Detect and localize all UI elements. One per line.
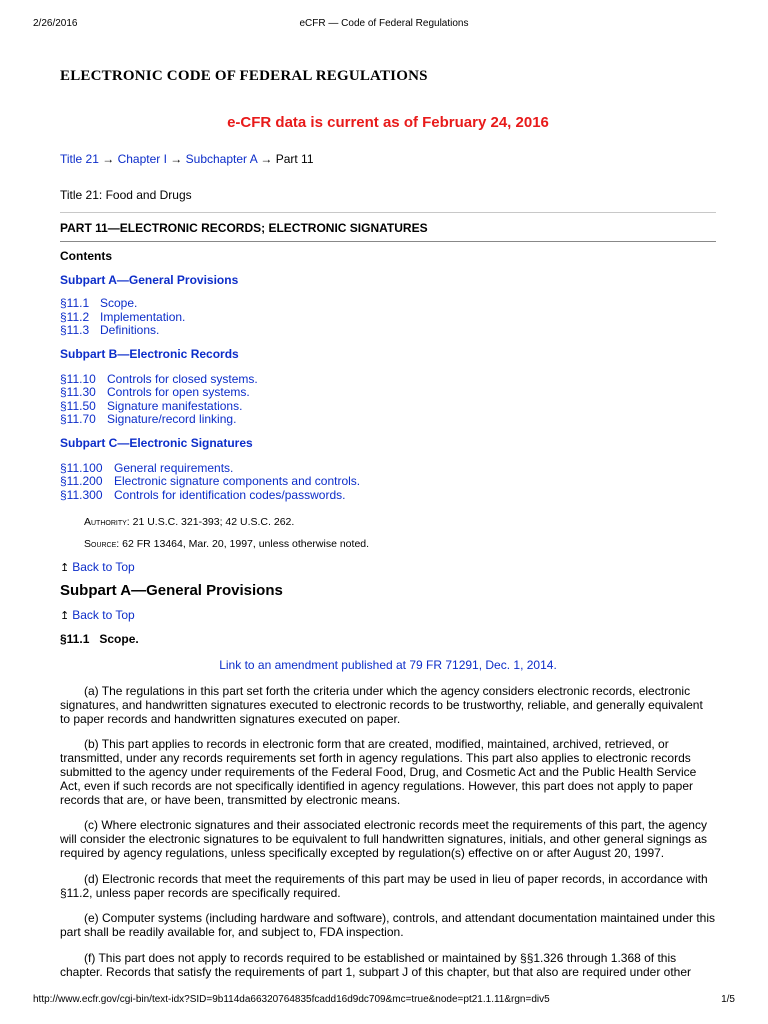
source-text: : 62 FR 13464, Mar. 20, 1997, unless otherwise noted. <box>116 538 370 550</box>
up-arrow-icon: ↥ <box>60 562 70 574</box>
toc-subpart-b[interactable]: Subpart B—Electronic Records <box>60 346 239 361</box>
toc-item <box>60 475 716 489</box>
toc-item <box>60 413 716 427</box>
back-to-top-row <box>60 560 716 576</box>
toc-item <box>60 386 716 400</box>
toc-item <box>60 297 716 311</box>
subpart-a-heading: Subpart A—General Provisions <box>60 582 283 599</box>
breadcrumb-separator: → <box>102 152 118 166</box>
paragraph-f: (f) This part does not apply to records required to be established or maintained by §§1.326 through 1.368 of this chapter. Records that satisfy the requirements of part 1, subpart J of this chapter, but that also are required under other <box>60 950 692 979</box>
toc-link-11-300[interactable]: §11.300 Controls for identification codes/passwords. <box>60 487 346 502</box>
toc-subpart-a[interactable]: Subpart A—General Provisions <box>60 273 239 287</box>
section-body <box>60 685 716 980</box>
toc-link-11-50[interactable]: §11.50 Signature manifestations. <box>60 398 243 413</box>
page-number: 1/5 <box>721 994 735 1005</box>
source-note <box>84 538 716 552</box>
up-arrow-icon: ↥ <box>60 610 70 622</box>
paragraph-d: (d) Electronic records that meet the requirements of this part may be used in lieu of paper records, in accordance with §11.2, unless paper records are specifically required. <box>60 871 708 900</box>
paragraph-e: (e) Computer systems (including hardware and software), controls, and attendant documentation maintained under this part shall be readily available for, and subject to, FDA inspection. <box>60 911 716 940</box>
amendment-link[interactable]: Link to an amendment published at 79 FR 71291, Dec. 1, 2014. <box>219 658 557 672</box>
toc-link-11-2[interactable]: §11.2 Implementation. <box>60 309 186 324</box>
source-label: Source <box>84 538 117 550</box>
print-footer <box>33 994 735 1008</box>
breadcrumb-current: Part 11 <box>275 152 314 166</box>
section-heading: §11.1 Scope. <box>60 632 139 646</box>
authority-label: Authority <box>84 516 127 528</box>
paragraph-a: (a) The regulations in this part set forth the criteria under which the agency considers electronic records, electronic signatures, and handwritten signatures executed to electronic records to be trustworthy, reliable, and generally equivalent to paper records and handwritten signatures executed on paper. <box>60 684 703 726</box>
toc-link-11-100[interactable]: §11.100 General requirements. <box>60 460 234 475</box>
toc-link-11-3[interactable]: §11.3 Definitions. <box>60 323 160 337</box>
breadcrumb <box>60 152 716 168</box>
toc-item <box>60 462 716 476</box>
toc-link-11-1[interactable]: §11.1 Scope. <box>60 296 138 310</box>
print-url: http://www.ecfr.gov/cgi-bin/text-idx?SID=9b114da66320764835fcadd16d9dc709&mc=true&node=pt21.1.11&rgn=div5 <box>33 994 550 1005</box>
amendment-row <box>60 658 716 674</box>
toc-link-11-70[interactable]: §11.70 Signature/record linking. <box>60 412 237 426</box>
print-page-title: eCFR — Code of Federal Regulations <box>299 18 469 29</box>
paragraph-b: (b) This part applies to records in electronic form that are created, modified, maintained, archived, retrieved, or transmitted, under any records requirements set forth in agency regulations. This part also applies to electronic records submitted to the agency under requirements of the Federal Food, Drug, and Cosmetic Act and the Public Health Service Act, even if such records are not specifically identified in agency regulations. However, this part does not apply to paper records that are, or have been, transmitted by electronic means. <box>60 737 697 807</box>
toc-item <box>60 373 716 387</box>
breadcrumb-chapter-i[interactable]: Chapter I <box>117 152 167 166</box>
contents-heading: Contents <box>60 249 112 263</box>
breadcrumb-subchapter-a[interactable]: Subchapter A <box>185 152 258 166</box>
document-content <box>60 64 716 992</box>
currency-notice: e-CFR data is current as of February 24, 2016 <box>227 114 549 131</box>
paragraph-c: (c) Where electronic signatures and their associated electronic records meet the requirements of this part, the agency will consider the electronic signatures to be equivalent to full handwritten signatures, initials, and other general signings as required by agency regulations, unless specifically excepted by regulation(s) effective on or after August 20, 1997. <box>60 818 708 860</box>
toc-item <box>60 324 716 338</box>
print-header <box>33 18 735 32</box>
document-title: ELECTRONIC CODE OF FEDERAL REGULATIONS <box>60 68 428 84</box>
divider <box>60 241 716 242</box>
title-line: Title 21: Food and Drugs <box>60 188 192 202</box>
back-to-top-row <box>60 608 716 624</box>
toc-link-11-10[interactable]: §11.10 Controls for closed systems. <box>60 371 258 386</box>
toc-link-11-200[interactable]: §11.200 Electronic signature components and controls. <box>60 474 361 488</box>
back-to-top-link[interactable]: Back to Top <box>72 608 135 622</box>
print-date: 2/26/2016 <box>33 18 78 29</box>
authority-text: : 21 U.S.C. 321-393; 42 U.S.C. 262. <box>126 516 295 528</box>
toc-subpart-c[interactable]: Subpart C—Electronic Signatures <box>60 435 253 450</box>
table-of-contents <box>60 273 716 502</box>
toc-item <box>60 311 716 325</box>
toc-link-11-30[interactable]: §11.30 Controls for open systems. <box>60 385 250 399</box>
breadcrumb-separator: → <box>170 152 186 166</box>
breadcrumb-title-21[interactable]: Title 21 <box>60 152 99 166</box>
toc-item <box>60 400 716 414</box>
authority-note <box>84 516 716 530</box>
breadcrumb-separator: → <box>260 152 276 166</box>
toc-item <box>60 489 716 503</box>
part-title: PART 11—ELECTRONIC RECORDS; ELECTRONIC SIGNATURES <box>60 221 428 235</box>
back-to-top-link[interactable]: Back to Top <box>72 560 135 574</box>
